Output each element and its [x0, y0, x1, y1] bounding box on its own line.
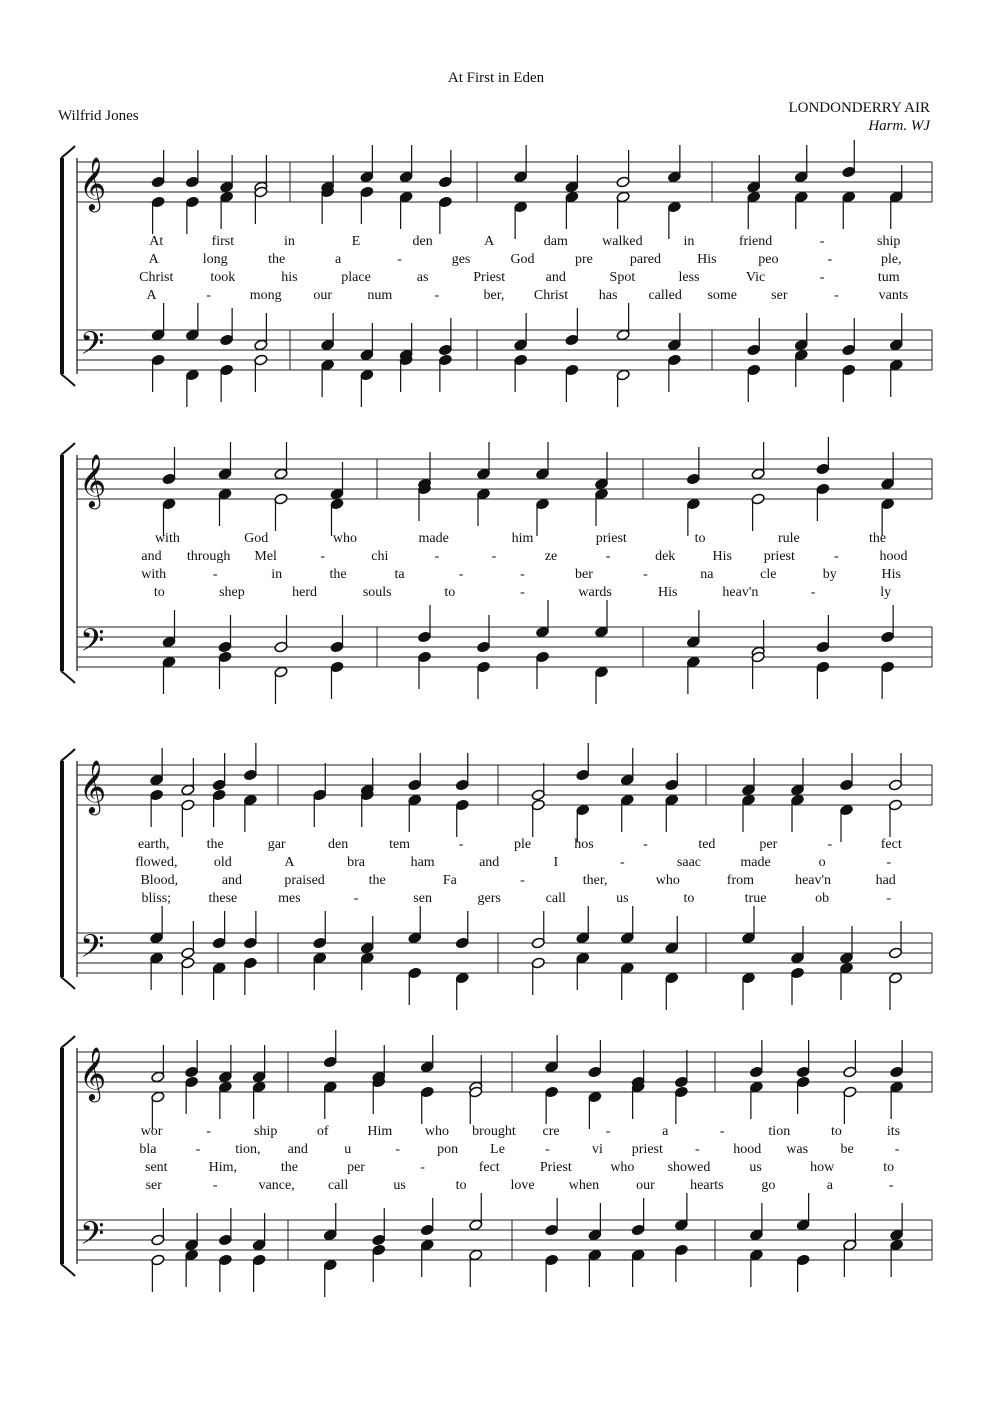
- lyric-syllable: some: [707, 288, 738, 303]
- bracket-hook: [61, 443, 75, 455]
- lyric-syllable: mes: [278, 891, 301, 906]
- lyric-syllable: its: [886, 1124, 901, 1139]
- lyric-syllable: first: [211, 234, 235, 249]
- lyric-syllable: shep: [219, 585, 245, 600]
- lyric-syllable: -: [719, 1124, 725, 1139]
- treble-clef-icon: 𝄞: [79, 156, 107, 210]
- lyric-syllable: hood: [733, 1142, 762, 1157]
- lyric-syllable: sen: [413, 891, 432, 906]
- lyric-syllable: -: [894, 1142, 900, 1157]
- lyric-syllable: peo: [758, 252, 779, 267]
- lyric-syllable: and: [287, 1142, 308, 1157]
- lyric-syllable: -: [605, 1124, 611, 1139]
- lyric-syllable: him: [511, 531, 534, 546]
- lyric-syllable: ship: [877, 234, 901, 249]
- lyric-syllable: -: [520, 567, 525, 582]
- lyric-syllable: ham: [410, 855, 435, 870]
- lyric-syllable: to: [883, 1160, 895, 1175]
- lyric-syllable: be: [840, 1142, 854, 1157]
- treble-clef-icon: 𝄞: [79, 759, 107, 813]
- lyric-syllable: vance,: [258, 1178, 295, 1193]
- lyric-syllable: ted: [698, 837, 716, 852]
- lyric-syllable: Priest: [473, 270, 506, 285]
- lyric-syllable: ber: [575, 567, 593, 582]
- lyric-syllable: was: [786, 1142, 809, 1157]
- lyric-syllable: heav'n: [795, 873, 832, 888]
- lyric-syllable: love: [510, 1178, 535, 1193]
- lyric-syllable: -: [827, 837, 833, 852]
- lyric-syllable: hearts: [690, 1178, 724, 1193]
- system-4: [61, 1030, 932, 1297]
- lyric-syllable: -: [888, 1178, 894, 1193]
- bracket-hook: [61, 977, 75, 989]
- lyric-syllable: who: [610, 1160, 635, 1175]
- harmonization-credit: Harm. WJ: [868, 118, 930, 134]
- lyric-syllable: sent: [145, 1160, 168, 1175]
- lyric-syllable: the: [869, 531, 887, 546]
- lyric-syllable: -: [694, 1142, 700, 1157]
- lyric-syllable: ple,: [880, 252, 902, 267]
- lyric-syllable: per: [759, 837, 778, 852]
- lyric-syllable: by: [822, 567, 837, 582]
- lyric-syllable: us: [616, 891, 629, 906]
- lyric-syllable: tum: [877, 270, 900, 285]
- lyric-syllable: Fa: [442, 873, 457, 888]
- lyric-syllable: heav'n: [722, 585, 759, 600]
- lyric-syllable: who: [655, 873, 680, 888]
- lyric-syllable: A: [148, 252, 159, 267]
- lyric-syllable: na: [700, 567, 714, 582]
- lyric-syllable: -: [834, 288, 839, 303]
- lyric-syllable: has: [598, 288, 618, 303]
- lyric-syllable: -: [819, 234, 825, 249]
- lyric-syllable: -: [886, 891, 892, 906]
- lyric-syllable: a: [826, 1178, 833, 1193]
- lyric-syllable: cle: [760, 567, 777, 582]
- lyric-syllable: brought: [472, 1124, 516, 1139]
- lyric-syllable: At: [149, 234, 164, 249]
- lyric-syllable: -: [458, 837, 464, 852]
- lyric-syllable: priest: [595, 531, 627, 546]
- lyric-syllable: made: [418, 531, 449, 546]
- lyric-syllable: Spot: [609, 270, 636, 285]
- lyric-syllable: in: [683, 234, 695, 249]
- lyric-syllable: us: [749, 1160, 762, 1175]
- lyric-syllable: go: [761, 1178, 776, 1193]
- lyric-syllable: ship: [254, 1124, 278, 1139]
- lyric-syllable: priest: [763, 549, 795, 564]
- lyric-syllable: of: [316, 1124, 329, 1139]
- lyric-syllable: tem: [389, 837, 411, 852]
- lyric-syllable: -: [605, 549, 611, 564]
- lyric-syllable: A: [284, 855, 295, 870]
- lyric-syllable: ser: [145, 1178, 162, 1193]
- lyric-syllable: bla: [139, 1142, 157, 1157]
- bass-clef-icon: 𝄢: [80, 928, 105, 972]
- lyric-syllable: -: [434, 288, 440, 303]
- lyric-syllable: ser: [771, 288, 788, 303]
- lyric-syllable: den: [412, 234, 433, 249]
- lyric-syllable: the: [280, 1160, 299, 1175]
- lyric-syllable: Priest: [539, 1160, 572, 1175]
- lyric-syllable: who: [332, 531, 358, 546]
- lyric-syllable: -: [620, 855, 625, 870]
- lyric-syllable: -: [819, 270, 825, 285]
- lyric-syllable: less: [678, 270, 700, 285]
- lyric-syllable: -: [545, 1142, 550, 1157]
- lyric-syllable: to: [683, 891, 695, 906]
- treble-clef-icon: 𝄞: [79, 1046, 107, 1100]
- lyric-syllable: -: [458, 567, 464, 582]
- lyric-syllable: -: [810, 585, 816, 600]
- lyric-syllable: A: [146, 288, 157, 303]
- lyric-syllable: a: [662, 1124, 669, 1139]
- lyric-syllable: with: [154, 531, 180, 546]
- lyric-syllable: -: [834, 549, 839, 564]
- lyric-syllable: had: [875, 873, 896, 888]
- lyric-syllable: these: [208, 891, 238, 906]
- lyric-syllable: call: [545, 891, 566, 906]
- lyric-syllable: our: [636, 1178, 655, 1193]
- lyric-syllable: how: [810, 1160, 835, 1175]
- lyric-syllable: made: [740, 855, 771, 870]
- lyric-syllable: vi: [591, 1142, 603, 1157]
- lyric-syllable: saac: [676, 855, 702, 870]
- lyric-syllable: earth,: [137, 837, 170, 852]
- lyric-syllable: to: [153, 585, 165, 600]
- lyric-syllable: Christ: [139, 270, 174, 285]
- page-title: At First in Eden: [447, 70, 545, 86]
- lyric-syllable: -: [886, 855, 892, 870]
- lyric-syllable: vants: [878, 288, 909, 303]
- lyric-syllable: -: [491, 549, 497, 564]
- lyric-syllable: num: [367, 288, 393, 303]
- lyric-syllable: wor: [140, 1124, 163, 1139]
- lyric-syllable: chi: [371, 549, 389, 564]
- lyric-syllable: to: [694, 531, 706, 546]
- lyric-syllable: Blood,: [140, 873, 179, 888]
- lyric-syllable: Him,: [208, 1160, 238, 1175]
- lyric-syllable: Him: [367, 1124, 393, 1139]
- lyric-syllable: the: [368, 873, 386, 888]
- treble-clef-icon: 𝄞: [79, 453, 107, 507]
- lyric-syllable: -: [212, 1178, 218, 1193]
- lyric-syllable: old: [213, 855, 232, 870]
- lyric-syllable: u: [344, 1142, 352, 1157]
- lyric-syllable: and: [545, 270, 566, 285]
- lyric-syllable: and: [141, 549, 162, 564]
- lyric-syllable: His: [712, 549, 732, 564]
- lyric-syllable: -: [520, 873, 525, 888]
- lyric-syllable: pre: [575, 252, 593, 267]
- system-3: [61, 743, 932, 1010]
- lyric-syllable: -: [643, 567, 648, 582]
- lyric-syllable: tion: [768, 1124, 791, 1139]
- lyric-syllable: den: [328, 837, 349, 852]
- lyric-syllable: souls: [362, 585, 392, 600]
- lyric-syllable: E: [351, 234, 361, 249]
- lyric-syllable: -: [420, 1160, 425, 1175]
- lyric-syllable: -: [320, 549, 326, 564]
- lyric-syllable: Le: [490, 1142, 505, 1157]
- lyric-syllable: the: [206, 837, 224, 852]
- lyric-syllable: His: [697, 252, 717, 267]
- lyric-syllable: his: [281, 270, 298, 285]
- lyric-syllable: -: [212, 567, 218, 582]
- lyric-syllable: -: [206, 1124, 211, 1139]
- lyric-syllable: ple: [513, 837, 532, 852]
- lyric-syllable: gers: [477, 891, 501, 906]
- lyric-syllable: praised: [284, 873, 325, 888]
- lyric-syllable: long: [202, 252, 228, 267]
- lyric-syllable: tion,: [235, 1142, 261, 1157]
- lyric-syllable: ta: [394, 567, 405, 582]
- lyric-syllable: call: [328, 1178, 349, 1193]
- lyric-syllable: showed: [667, 1160, 711, 1175]
- lyric-syllable: -: [397, 252, 402, 267]
- lyric-syllable: -: [520, 585, 525, 600]
- lyric-syllable: ther,: [582, 873, 608, 888]
- lyric-syllable: ob: [815, 891, 830, 906]
- lyric-syllable: called: [648, 288, 682, 303]
- lyric-syllable: us: [393, 1178, 406, 1193]
- lyric-syllable: true: [744, 891, 767, 906]
- bass-clef-icon: 𝄢: [80, 622, 105, 666]
- lyric-syllable: gar: [267, 837, 286, 852]
- lyric-syllable: -: [353, 891, 359, 906]
- lyric-syllable: A: [484, 234, 495, 249]
- lyric-syllable: ze: [544, 549, 558, 564]
- lyric-syllable: a: [335, 252, 342, 267]
- lyric-syllable: pon: [437, 1142, 459, 1157]
- lyric-syllable: place: [341, 270, 371, 285]
- lyric-syllable: hos: [574, 837, 594, 852]
- lyric-syllable: -: [195, 1142, 201, 1157]
- system-1: [61, 140, 932, 407]
- lyric-syllable: fect: [478, 1160, 500, 1175]
- lyric-syllable: ges: [451, 252, 471, 267]
- lyric-syllable: the: [268, 252, 286, 267]
- lyric-syllable: to: [444, 585, 456, 600]
- tune-name: LONDONDERRY AIR: [788, 100, 930, 116]
- bracket-hook: [61, 749, 75, 761]
- lyric-syllable: flowed,: [135, 855, 178, 870]
- lyric-syllable: God: [244, 531, 269, 546]
- lyric-syllable: ly: [880, 585, 892, 600]
- lyric-syllable: cre: [542, 1124, 560, 1139]
- bass-clef-icon: 𝄢: [80, 325, 105, 369]
- lyric-syllable: took: [210, 270, 236, 285]
- bracket-hook: [61, 1036, 75, 1048]
- lyric-syllable: -: [827, 252, 833, 267]
- lyric-syllable: dam: [543, 234, 568, 249]
- lyric-syllable: -: [206, 288, 211, 303]
- lyric-syllable: God: [510, 252, 535, 267]
- lyric-syllable: Vic: [745, 270, 766, 285]
- composer-credit: Wilfrid Jones: [58, 108, 139, 124]
- lyric-syllable: hood: [879, 549, 908, 564]
- lyric-syllable: ber,: [483, 288, 505, 303]
- lyric-syllable: who: [424, 1124, 449, 1139]
- lyric-syllable: fect: [880, 837, 902, 852]
- lyric-syllable: walked: [602, 234, 643, 249]
- lyric-syllable: Mel: [254, 549, 277, 564]
- lyric-syllable: -: [434, 549, 440, 564]
- lyric-syllable: per: [347, 1160, 365, 1175]
- lyric-syllable: with: [141, 567, 167, 582]
- lyric-syllable: -: [643, 837, 648, 852]
- lyric-syllable: our: [313, 288, 333, 303]
- bass-clef-icon: 𝄢: [80, 1215, 105, 1259]
- lyric-syllable: rule: [777, 531, 800, 546]
- lyric-syllable: and: [221, 873, 243, 888]
- bracket-hook: [61, 146, 75, 158]
- lyric-syllable: bra: [347, 855, 365, 870]
- lyric-syllable: herd: [292, 585, 318, 600]
- system-2: [61, 437, 932, 704]
- lyric-syllable: and: [479, 855, 500, 870]
- lyric-syllable: from: [726, 873, 755, 888]
- lyric-syllable: as: [416, 270, 429, 285]
- lyric-syllable: Christ: [533, 288, 569, 303]
- lyric-syllable: to: [830, 1124, 842, 1139]
- bracket-hook: [61, 1264, 75, 1276]
- lyric-syllable: when: [568, 1178, 600, 1193]
- lyric-syllable: His: [658, 585, 678, 600]
- lyric-syllable: dek: [655, 549, 676, 564]
- lyric-syllable: mong: [249, 288, 282, 303]
- lyric-syllable: through: [186, 549, 231, 564]
- lyric-syllable: wards: [578, 585, 612, 600]
- lyric-syllable: in: [271, 567, 283, 582]
- lyric-syllable: o: [818, 855, 826, 870]
- bracket-hook: [61, 374, 75, 386]
- lyric-syllable: the: [329, 567, 347, 582]
- lyric-syllable: -: [395, 1142, 400, 1157]
- lyric-syllable: in: [284, 234, 295, 249]
- lyric-syllable: pared: [629, 252, 661, 267]
- lyric-syllable: to: [455, 1178, 467, 1193]
- lyric-syllable: bliss;: [141, 891, 172, 906]
- bracket-hook: [61, 671, 75, 683]
- lyric-syllable: priest: [631, 1142, 663, 1157]
- lyric-syllable: friend: [738, 234, 773, 249]
- lyric-syllable: His: [881, 567, 901, 582]
- lyric-syllable: I: [553, 855, 559, 870]
